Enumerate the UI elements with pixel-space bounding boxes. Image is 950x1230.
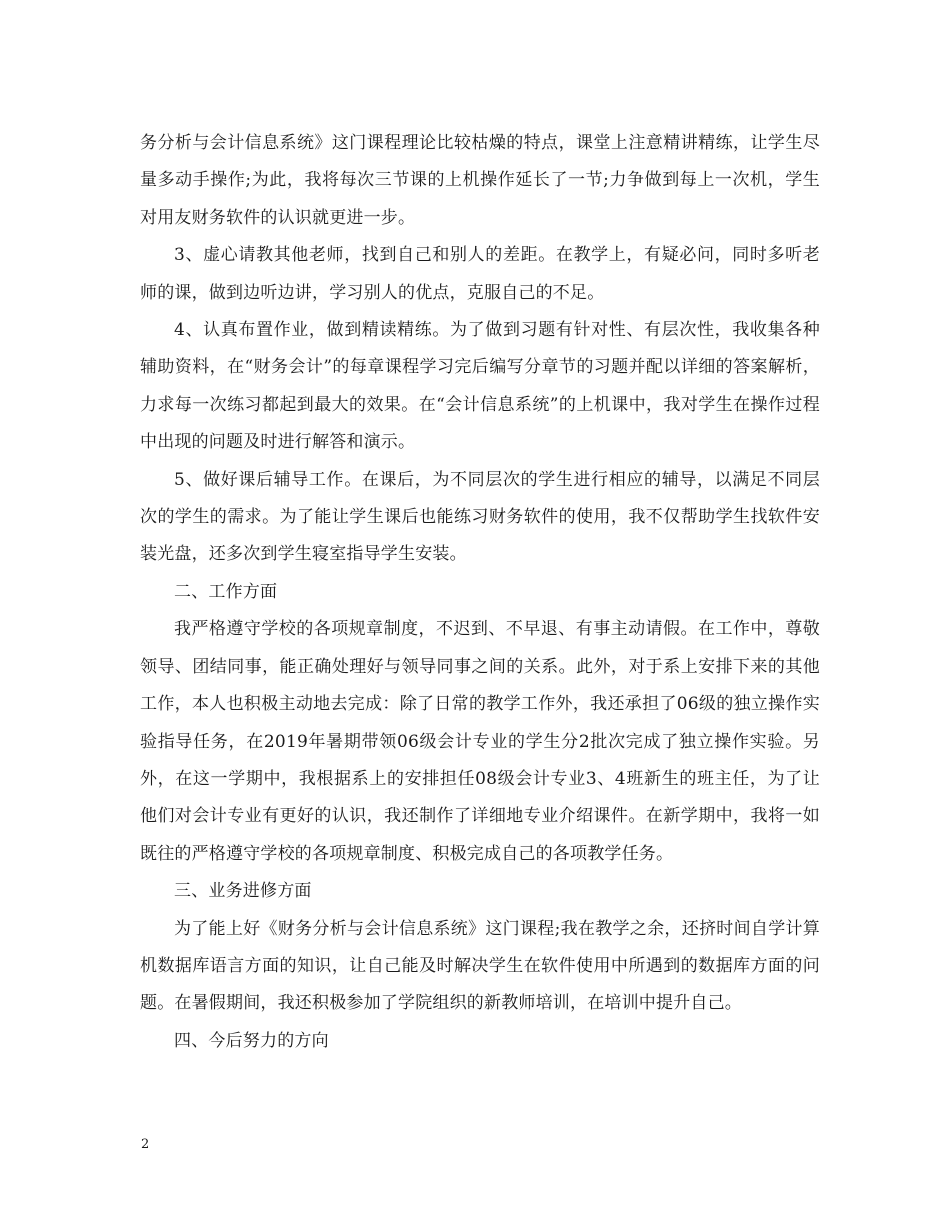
document-body <box>140 125 820 1060</box>
section-heading-study: 三、业务进修方面 <box>174 881 312 902</box>
page-number: 2 <box>141 1137 150 1152</box>
paragraph-item-5: 5、做好课后辅导工作。在课后，为不同层次的学生进行相应的辅导，以满足不同层次的学生的需求。为了能让学生课后也能练习财务软件的使用，我不仅帮助学生找软件安装光盘，还多次到学生寝室指导学生安装。 <box>140 469 820 565</box>
paragraph-item-3: 3、虚心请教其他老师，找到自己和别人的差距。在教学上，有疑必问，同时多听老师的课，做到边听边讲，学习别人的优点，克服自己的不足。 <box>140 245 820 303</box>
section-heading-work: 二、工作方面 <box>174 581 278 602</box>
section-heading-future: 四、今后努力的方向 <box>174 1030 329 1051</box>
paragraph-continuation: 务分析与会计信息系统》这门课程理论比较枯燥的特点，课堂上注意精讲精练，让学生尽量多动手操作;为此，我将每次三节课的上机操作延长了一节;力争做到每上一次机，学生对用友财务软件的认识就更进一步。 <box>140 133 820 228</box>
paragraph-study: 为了能上好《财务分析与会计信息系统》这门课程;我在教学之余，还挤时间自学计算机数据库语言方面的知识，让自己能及时解决学生在软件使用中所遇到的数据库方面的问题。在暑假期间，我还积极参加了学院组织的新教师培训，在培训中提升自己。 <box>140 918 820 1014</box>
paragraph-item-4: 4、认真布置作业，做到精读精练。为了做到习题有针对性、有层次性，我收集各种辅助资料，在“财务会计”的每章课程学习完后编写分章节的习题并配以详细的答案解析，力求每一次练习都起到最大的效果。在“会计信息系统”的上机课中，我对学生在操作过程中出现的问题及时进行解答和演示。 <box>140 320 820 453</box>
paragraph-work: 我严格遵守学校的各项规章制度，不迟到、不早退、有事主动请假。在工作中，尊敬领导、团结同事，能正确处理好与领导同事之间的关系。此外，对于系上安排下来的其他工作，本人也积极主动地去完成：除了日常的教学工作外，我还承担了06级的独立操作实验指导任务，在2019年暑期带领06级会计专业的学生分2批次完成了独立操作实验。另外，在这一学期中，我根据系上的安排担任08级会计专业3、4班新生的班主任，为了让他们对会计专业有更好的认识，我还制作了详细地专业介绍课件。在新学期中，我将一如既往的严格遵守学校的各项规章制度、积极完成自己的各项教学任务。 <box>140 619 820 864</box>
